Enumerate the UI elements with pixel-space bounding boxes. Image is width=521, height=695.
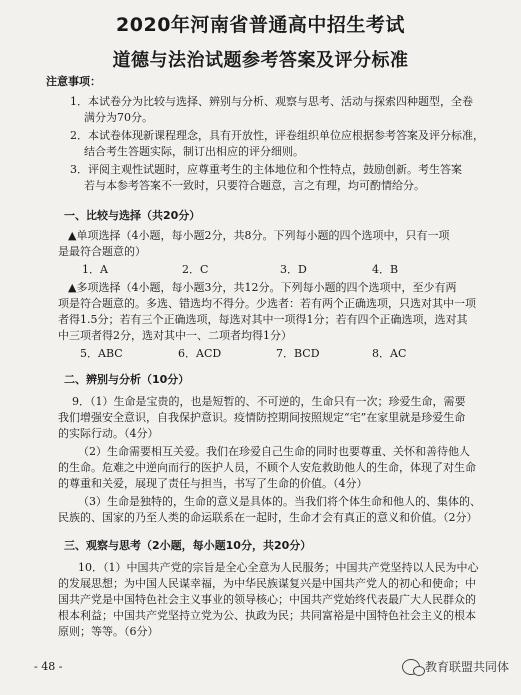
- answer-6: 6．ACD: [178, 347, 222, 360]
- multi-choice-line-3: 者得1.5分；若有三个正确选项，每选对其中一项得1分；若有四个正确选项，选对其: [58, 313, 468, 326]
- answer-1: 1．A: [82, 263, 108, 276]
- q10-line-2: 的发展思想；为中国人民谋幸福，为中华民族谋复兴是中国共产党人的初心和使命；中: [58, 577, 476, 590]
- watermark-text: 教育联盟共同体: [424, 660, 509, 674]
- wechat-icon: [402, 659, 420, 675]
- note-3-line-2: 若与本参考答案不一致时，只要符合题意，言之有理，均可酌情给分。: [84, 179, 425, 192]
- notes-heading: 注意事项：: [46, 75, 101, 88]
- single-choice-line-2: 是最符合题意的）: [58, 245, 146, 258]
- note-1-line-2: 满分为70分。: [84, 111, 153, 124]
- multi-choice-line-1: ▲多项选择（4小题，每小题3分，共12分。下列每小题的四个选项中，至少有两: [68, 281, 457, 294]
- answer-5: 5．ABC: [80, 347, 123, 360]
- q9-part2-line-2: 的生命。危难之中逆向而行的医护人员，不顾个人安危救助他人的生命，体现了对生命: [58, 461, 476, 474]
- q10-line-3: 国共产党是中国特色社会主义事业的领导核心；中国共产党始终代表最广大人民群众的: [58, 593, 476, 606]
- q9-part1-line-1: 9．（1）生命是宝贵的，也是短暂的、不可逆的，生命只有一次；珍爱生命，需要: [72, 395, 466, 408]
- watermark: [402, 658, 509, 675]
- q10-line-1: 10．（1）中国共产党的宗旨是全心全意为人民服务；中国共产党坚持以人民为中心: [78, 561, 479, 574]
- note-1-line-1: 1．本试卷分为比较与选择、辨别与分析、观察与思考、活动与探索四种题型，全卷: [70, 95, 473, 108]
- answer-2: 2．C: [182, 263, 209, 276]
- answer-7: 7．BCD: [276, 347, 320, 360]
- q9-part1-line-2: 我们增强安全意识，自我保护意识。疫情防控期间按照规定“宅”在家里就是珍爱生命: [58, 411, 466, 424]
- answer-4: 4．B: [372, 263, 399, 276]
- document-title: 2020年河南省普通高中招生考试: [116, 14, 405, 36]
- note-2-line-1: 2．本试卷体现新课程理念，具有开放性，评卷组织单位应根据参考答案及评分标准，: [70, 129, 484, 142]
- q9-part1-line-3: 的实际行动。（4分）: [58, 427, 159, 440]
- section-2-heading: 二、辨别与分析（10分）: [64, 373, 190, 386]
- single-choice-line-1: ▲单项选择（4小题，每小题2分，共8分。下列每小题的四个选项中，只有一项: [68, 229, 450, 242]
- q10-line-4: 根本利益；中国共产党坚持立党为公、执政为民；共同富裕是中国特色社会主义的根本: [58, 609, 476, 622]
- q9-part2-line-1: （2）生命需要相互关爱。我们在珍爱自己生命的同时也要尊重、关怀和善待他人: [78, 445, 470, 458]
- q9-part3-line-2: 民族的、国家的乃至人类的命运联系在一起时，生命才会有真正的意义和价值。（2分）: [58, 511, 478, 524]
- q9-part2-line-3: 的尊重和关爱，展现了责任与担当，书写了生命的价值。（4分）: [58, 477, 368, 490]
- multi-choice-line-4: 中三项者得2分，选对其中一、二项者均得1分）: [58, 329, 292, 342]
- note-3-line-1: 3．评阅主观性试题时，应尊重考生的主体地位和个性特点，鼓励创新。考生答案: [70, 163, 462, 176]
- note-2-line-2: 结合考生答题实际，制订出相应的评分细则。: [84, 145, 304, 158]
- q10-line-5: 原则；等等。（6分）: [58, 625, 159, 638]
- section-1-heading: 一、比较与选择（共20分）: [64, 209, 201, 222]
- page-number: - 48 -: [34, 660, 63, 673]
- section-3-heading: 三、观察与思考（2小题，每小题10分，共20分）: [64, 539, 312, 552]
- q9-part3-line-1: （3）生命是独特的，生命的意义是具体的。当我们将个体生命和他人的、集体的、: [78, 495, 481, 508]
- answer-8: 8．AC: [372, 347, 407, 360]
- multi-choice-line-2: 项是符合题意的。多选、错选均不得分。少选者：若有两个正确选项，只选对其中一项: [58, 297, 476, 310]
- document-subtitle: 道德与法治试题参考答案及评分标准: [112, 50, 409, 71]
- answer-3: 3．D: [280, 263, 307, 276]
